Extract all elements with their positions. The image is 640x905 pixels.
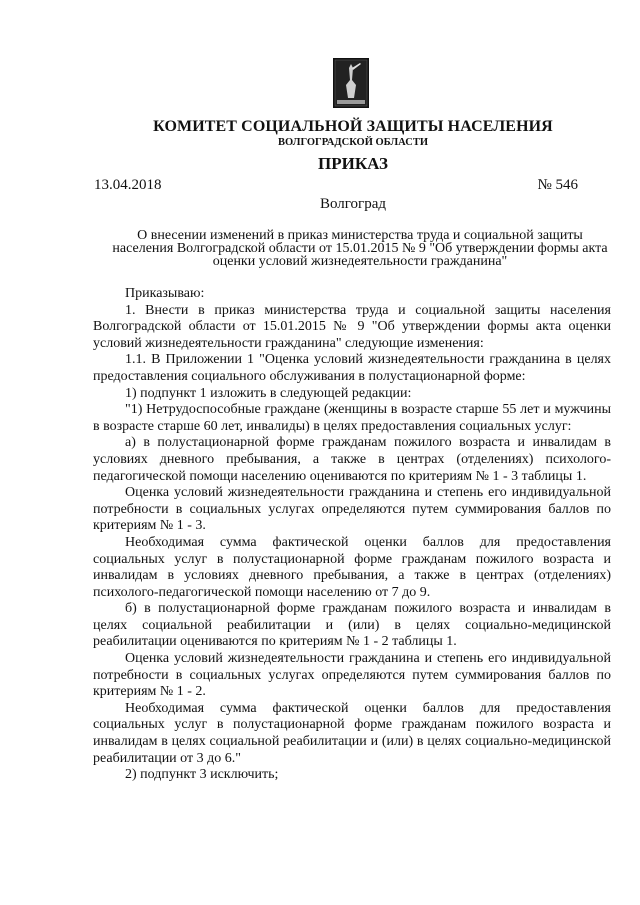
- paragraph: 1. Внести в приказ министерства труда и социальной защиты населения Волгоградской области от 15.01.2015 № 9 "Об утверждении формы акта оценки условий жизнедеятельности гражданина" следующие изменения:: [93, 302, 611, 351]
- paragraph: Приказываю:: [125, 286, 205, 301]
- paragraph: а) в полустационарной форме гражданам пожилого возраста и инвалидам в условиях дневного пребывания, а также в центрах (отделениях) психолого-педагогической помощи населению оцениваются по критериям № 1 - 3 таблицы 1.: [93, 435, 611, 484]
- document-number: № 546: [537, 177, 578, 193]
- paragraph: Оценка условий жизнедеятельности гражданина и степень его индивидуальной потребности в социальных услугах определяются путем суммирования баллов по критериям № 1 - 3.: [93, 485, 611, 534]
- paragraph: "1) Нетрудоспособные граждане (женщины в возрасте старше 55 лет и мужчины в возрасте старше 60 лет, инвалиды) в целях предоставления социальных услуг:: [93, 402, 611, 434]
- document-city: Волгоград: [319, 196, 386, 212]
- organization-title: КОМИТЕТ СОЦИАЛЬНОЙ ЗАЩИТЫ НАСЕЛЕНИЯ: [153, 118, 553, 135]
- paragraph: Оценка условий жизнедеятельности гражданина и степень его индивидуальной потребности в социальных услугах определяются путем суммирования баллов по критериям № 1 - 2.: [93, 651, 611, 700]
- paragraph: 1.1. В Приложении 1 "Оценка условий жизнедеятельности гражданина в целях предоставления социального обслуживания в полустационарной форме:: [93, 352, 611, 384]
- paragraph: б) в полустационарной форме гражданам пожилого возраста и инвалидам в целях социальной реабилитации и (или) в целях социально-медицинской реабилитации оцениваются по критериям № 1 - 2 таблицы 1.: [93, 601, 611, 650]
- document-subject: О внесении изменений в приказ министерства труда и социальной защиты населения Волгоградской области от 15.01.2015 № 9 "Об утверждении формы акта оценки условий жизнедеятельности гражданина": [112, 228, 608, 269]
- volgograd-region-emblem-icon: [333, 58, 369, 108]
- document-type: ПРИКАЗ: [318, 154, 388, 173]
- paragraph: 1) подпункт 1 изложить в следующей редакции:: [125, 385, 412, 401]
- paragraph: Необходимая сумма фактической оценки баллов для предоставления социальных услуг в полустационарной форме гражданам пожилого возраста и инвалидам в целях социальной реабилитации и (или) в целях социально-медицинской реабилитации от 3 до 6.": [93, 700, 611, 766]
- paragraph: Необходимая сумма фактической оценки баллов для предоставления социальных услуг в полустационарной форме гражданам пожилого возраста и инвалидам в условиях дневного пребывания, а также в центрах (отделениях) психолого-педагогической помощи населению от 7 до 9.: [93, 534, 611, 600]
- document-body: [93, 286, 611, 784]
- organization-region: ВОЛГОГРАДСКОЙ ОБЛАСТИ: [278, 137, 428, 148]
- paragraph: 2) подпункт 3 исключить;: [125, 767, 279, 783]
- document-date: 13.04.2018: [94, 177, 162, 193]
